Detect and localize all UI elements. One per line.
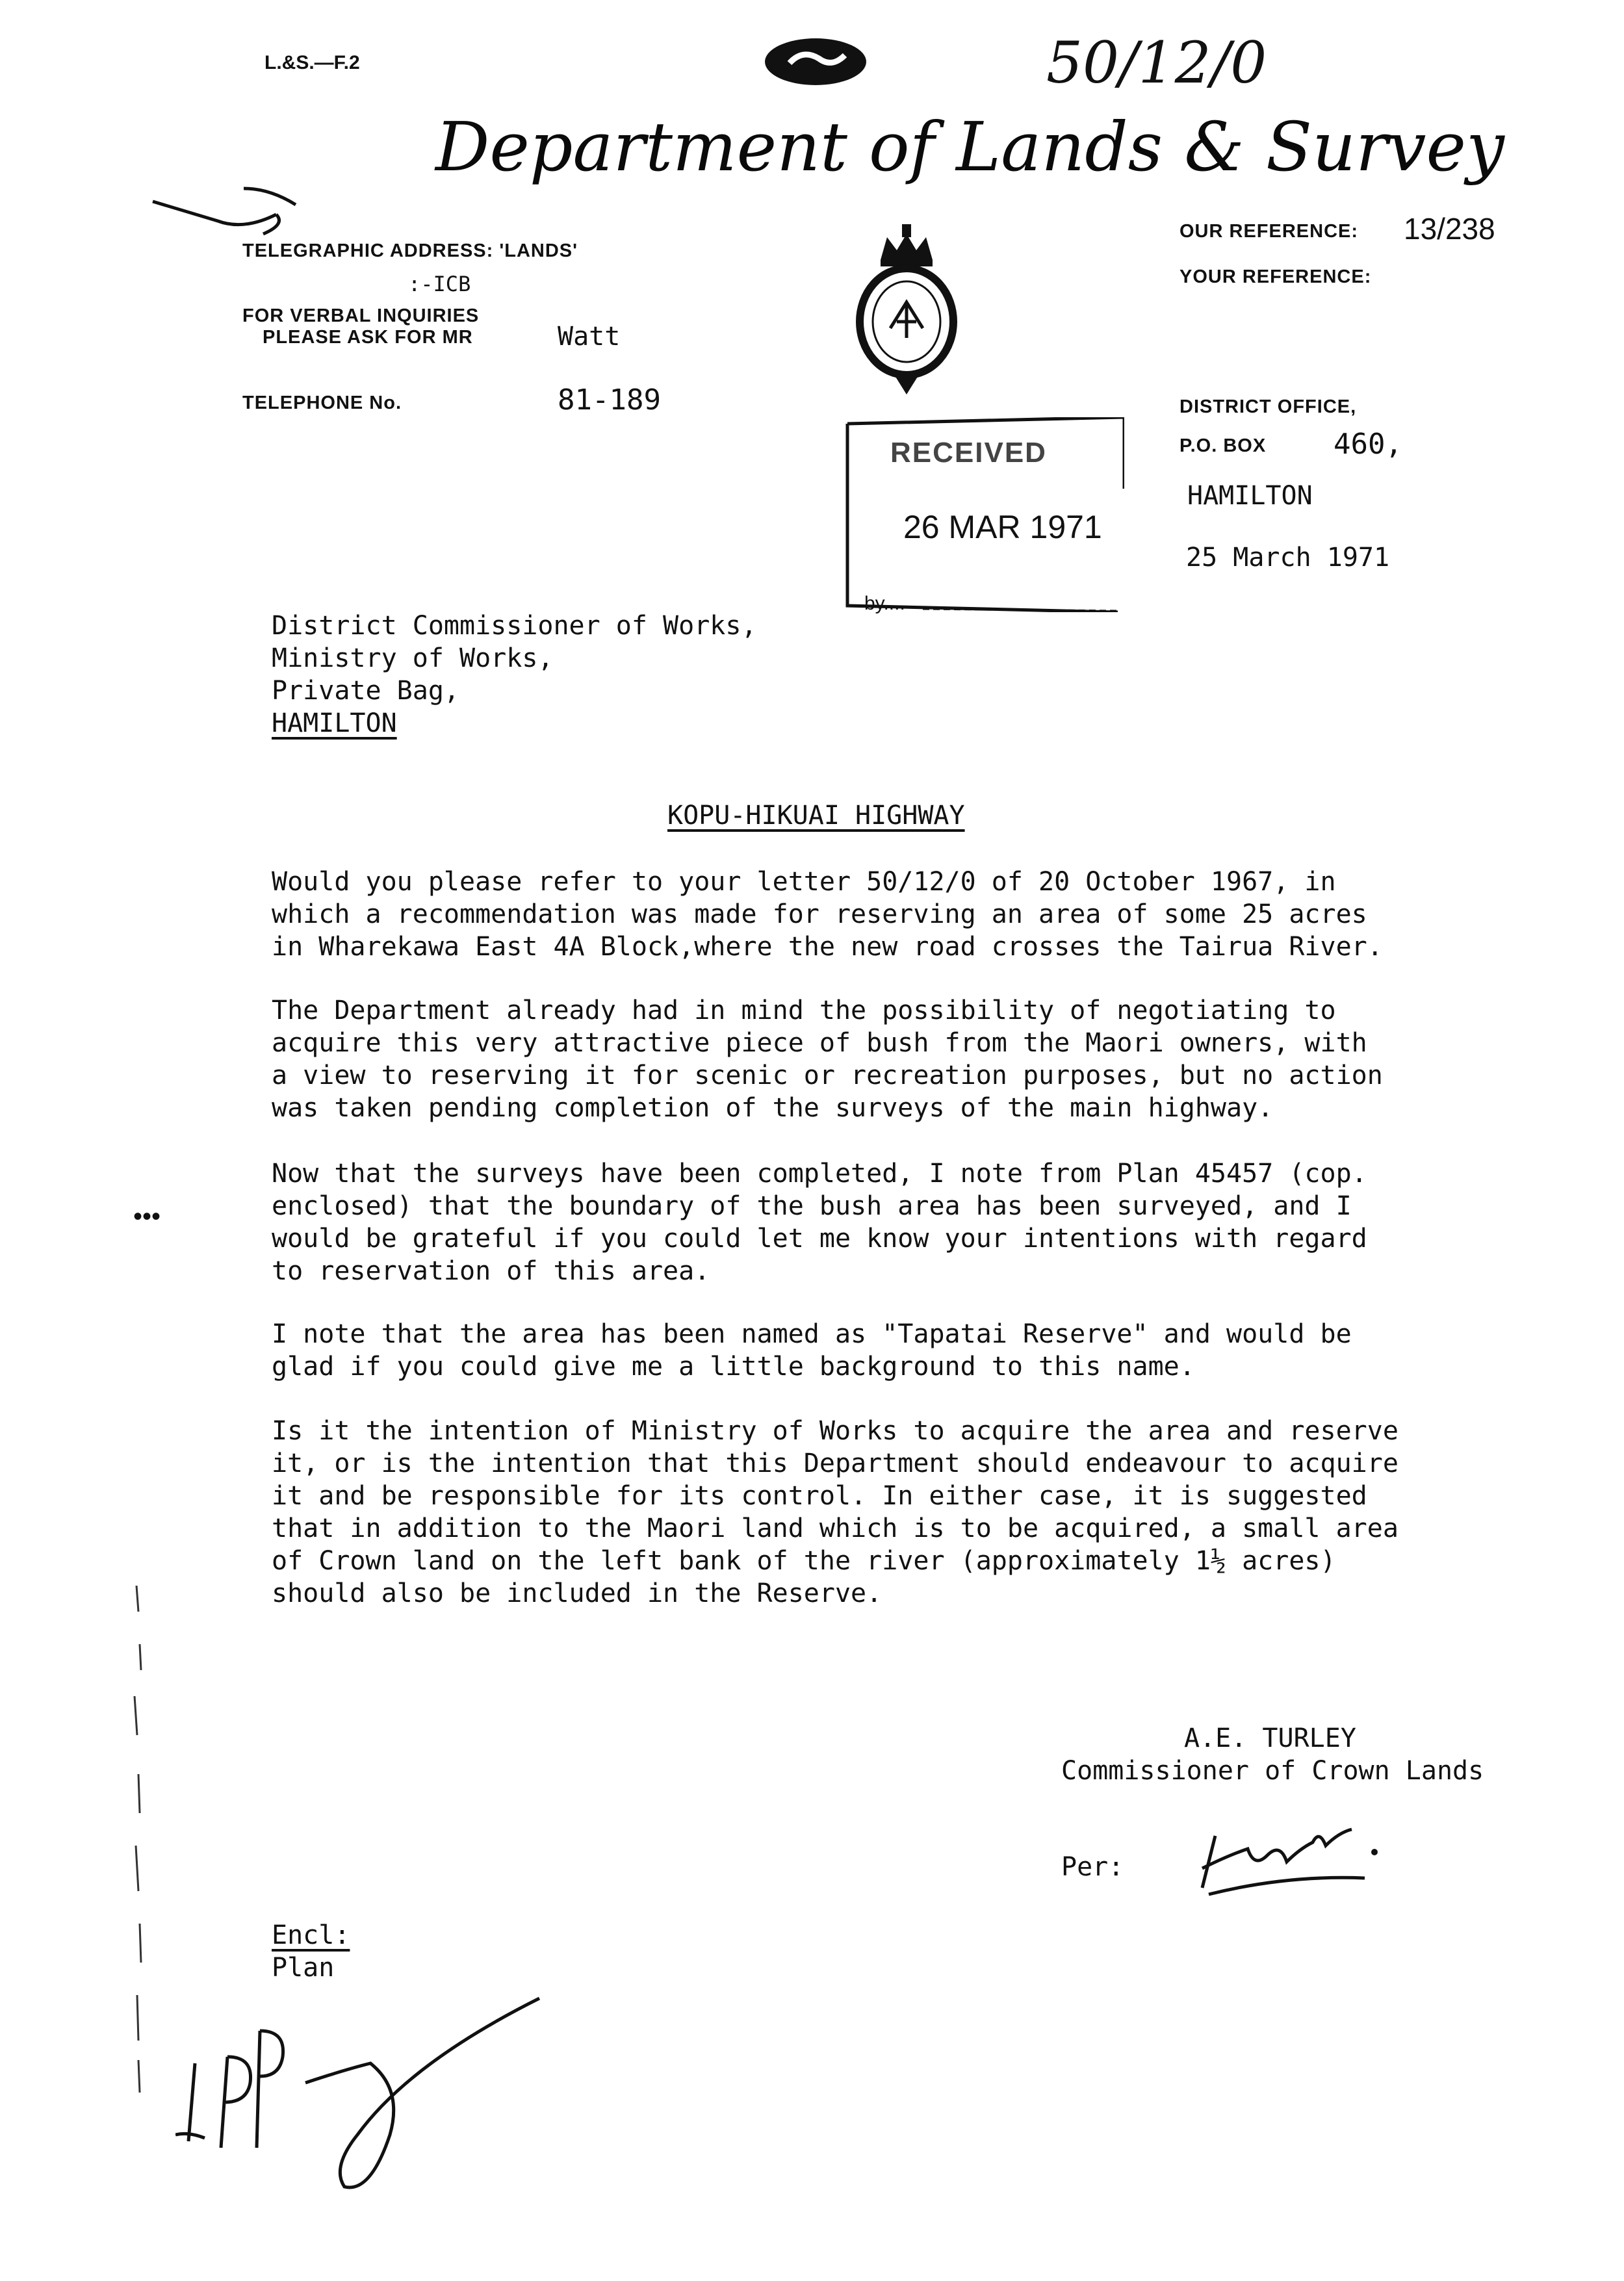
district-office-label: DISTRICT OFFICE, — [1179, 396, 1357, 417]
recipient-line3: Private Bag, — [272, 676, 459, 706]
telegraphic-code: :-ICB — [408, 272, 471, 296]
handwritten-initials-icon — [175, 1992, 565, 2200]
margin-dots: ••• — [133, 1202, 161, 1231]
verbal-inquiries-name: Watt — [558, 322, 621, 352]
handwritten-signature-icon — [1189, 1816, 1397, 1901]
po-box-value: 460, — [1334, 428, 1402, 461]
body-paragraph-5: Is it the intention of Ministry of Works to acquire the area and reserve it, or is the intention that this Department should endeavour to acquire it and be responsible for its control. In either case, it is suggested that in addition to the Maori land which is to be acquired, a small area of Crown land on the left bank of the river (approximately 1½ acres) should also be included in the Reserve. — [272, 1416, 1398, 1608]
body-paragraph-3: Now that the surveys have been completed, I note from Plan 45457 (cop. enclosed) that the boundary of the bush area has been surveyed, and I would be grateful if you could let me know your intentions with regard to reservation of this area. — [272, 1159, 1367, 1286]
handwritten-mark-icon — [757, 29, 874, 94]
signature-per-label: Per: — [1061, 1852, 1124, 1882]
our-reference-value: 13/238 — [1404, 212, 1495, 246]
telephone-label: TELEPHONE No. — [242, 393, 402, 413]
your-reference-label: YOUR REFERENCE: — [1179, 266, 1372, 287]
recipient-line1: District Commissioner of Works, — [272, 611, 757, 641]
verbal-inquiries-line1: FOR VERBAL INQUIRIES — [242, 305, 480, 326]
our-reference-label: OUR REFERENCE: — [1179, 221, 1359, 242]
letter-subject: KOPU-HIKUAI HIGHWAY — [667, 801, 965, 831]
received-stamp — [845, 417, 1124, 612]
pen-scribble-icon — [146, 175, 315, 247]
office-city: HAMILTON — [1187, 481, 1313, 511]
body-paragraph-2: The Department already had in mind the possibility of negotiating to acquire this very attractive piece of bush from the Maori owners, with a view to reserving it for scenic or recreation purposes, but no action was taken pending completion of the surveys of the main highway. — [272, 996, 1383, 1123]
signatory-name: A.E. TURLEY — [1184, 1723, 1356, 1753]
recipient-line2: Ministry of Works, — [272, 643, 554, 673]
signatory-title: Commissioner of Crown Lands — [1061, 1756, 1484, 1786]
body-paragraph-1: Would you please refer to your letter 50/12/0 of 20 October 1967, in which a recommendation was made for reserving an area of some 25 acres in Wharekawa East 4A Block,where the new road crosses the Tairua River. — [272, 867, 1383, 962]
body-paragraph-4: I note that the area has been named as "Tapatai Reserve" and would be glad if you could give me a little background to this name. — [272, 1319, 1352, 1382]
telephone-value: 81-189 — [558, 383, 661, 417]
po-box-label: P.O. BOX — [1179, 435, 1267, 456]
enclosure-item: Plan — [272, 1953, 335, 1983]
stamp-date: 26 MAR 1971 — [903, 509, 1102, 545]
royal-crest-icon — [851, 224, 962, 396]
stamp-by: by.... — [864, 593, 905, 614]
recipient-line4: HAMILTON — [272, 708, 397, 738]
letterhead-title: Department of Lands & Survey — [435, 107, 1504, 187]
telegraphic-address: TELEGRAPHIC ADDRESS: 'LANDS' — [242, 240, 578, 261]
handwritten-file-number: 50/12/0 — [1046, 29, 1267, 96]
stamp-received-word: RECEIVED — [890, 437, 1047, 469]
letter-date: 25 March 1971 — [1186, 543, 1390, 573]
enclosure-label: Encl: — [272, 1920, 350, 1950]
margin-punch-marks — [127, 1586, 153, 2093]
form-code: L.&S.—F.2 — [264, 52, 360, 73]
verbal-inquiries-line2: PLEASE ASK FOR MR — [263, 327, 473, 348]
